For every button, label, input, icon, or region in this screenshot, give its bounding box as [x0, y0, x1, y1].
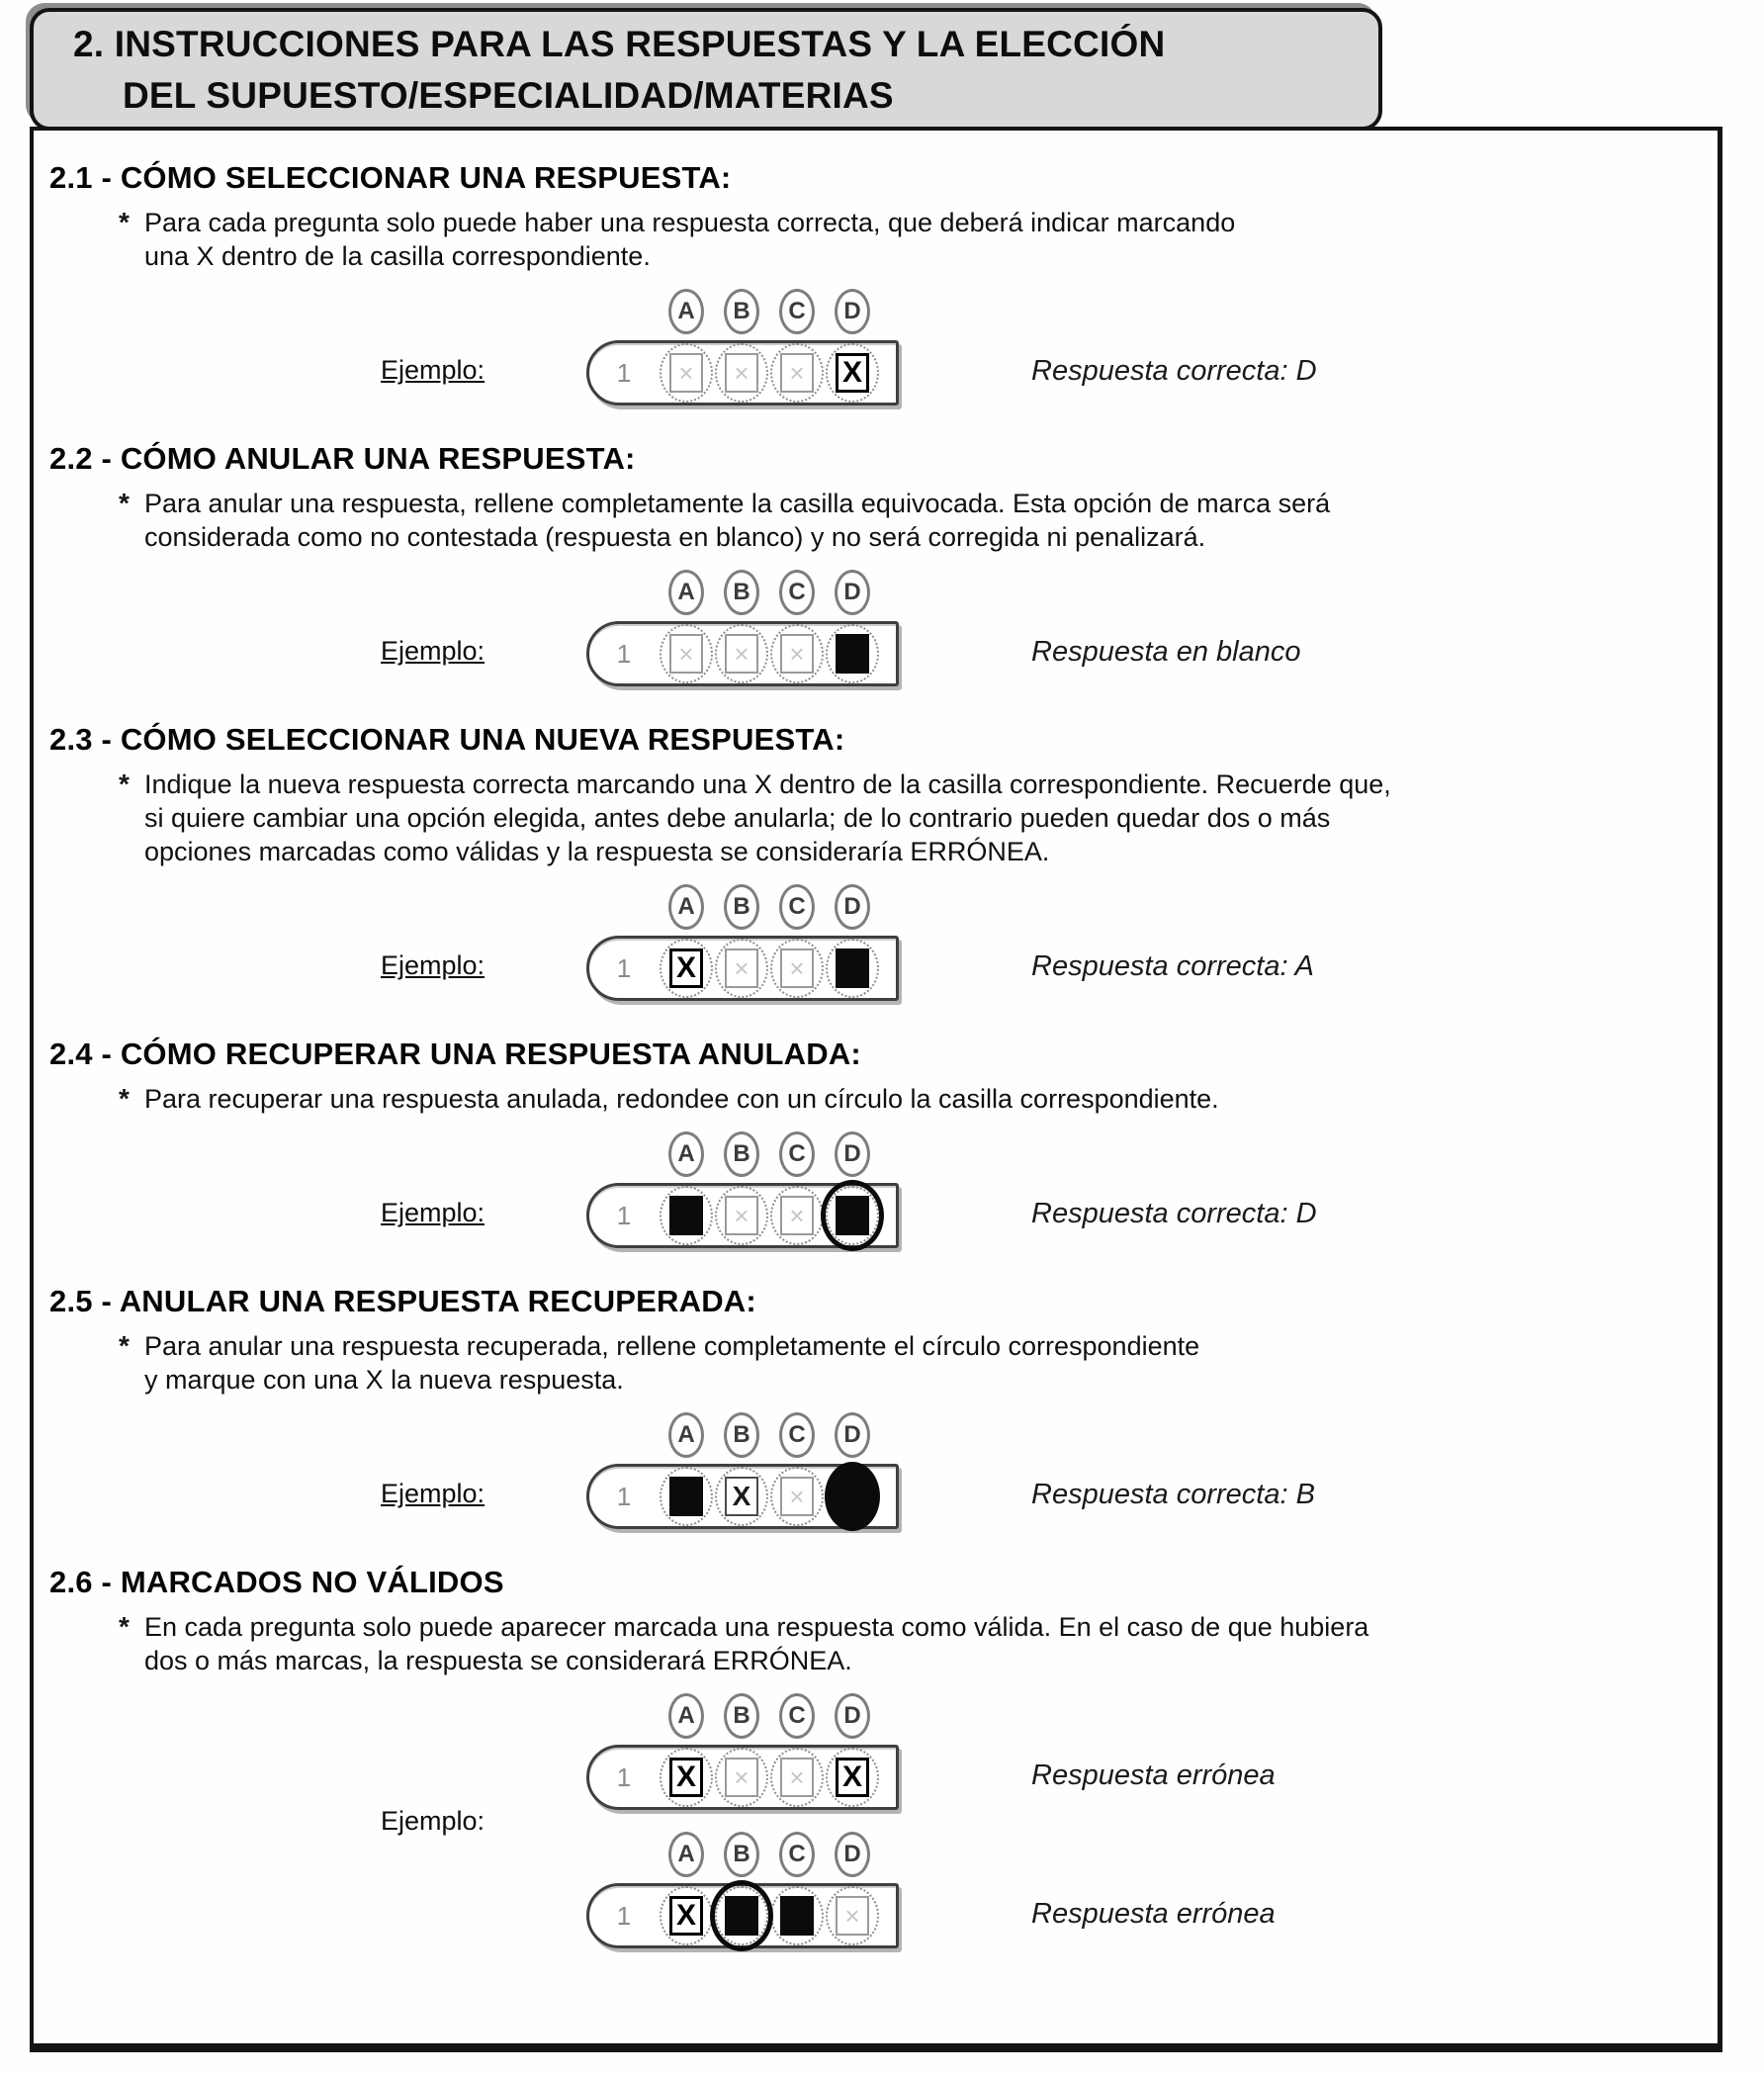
option-letter-slot: [825, 570, 880, 615]
answer-strip: [586, 1464, 899, 1529]
answer-square: ×: [725, 1758, 758, 1797]
option-letter: C: [779, 289, 815, 334]
option-letter-slot: [659, 884, 714, 930]
option-letter-slot: [659, 570, 714, 615]
answer-square: ×: [669, 634, 703, 674]
answer-cell-x: [659, 1886, 714, 1945]
option-letter: A: [668, 1693, 704, 1739]
example-block: [381, 289, 1718, 406]
answer-square: X: [669, 948, 703, 988]
question-number: 1: [616, 1761, 632, 1792]
answer-cells: [659, 939, 880, 998]
answer-cell-empty: [825, 1886, 880, 1945]
option-letters-row: [659, 1693, 899, 1739]
option-letter: B: [724, 1832, 759, 1877]
question-number: 1: [616, 1200, 632, 1230]
answer-cell-empty: [769, 939, 825, 998]
option-letter: B: [724, 570, 759, 615]
bullet-lines: [144, 206, 1235, 273]
answer-cells: [659, 343, 880, 403]
option-letter: C: [779, 570, 815, 615]
answer-square: ×: [725, 634, 758, 674]
option-letter-slot: [769, 1693, 825, 1739]
answer-cell-empty: [659, 624, 714, 683]
answer-square: ×: [780, 1196, 814, 1235]
example-sub-row: [586, 1693, 1276, 1810]
option-letter-slot: [714, 884, 769, 930]
section-2-3: [49, 722, 1718, 1001]
section-heading: 2.1 - CÓMO SELECCIONAR UNA RESPUESTA:: [49, 160, 732, 195]
answer-cell-empty: [769, 343, 825, 403]
answer-cell-x: [659, 1748, 714, 1807]
section-2-2: [49, 441, 1718, 686]
option-letter-slot: [769, 884, 825, 930]
option-letters-row: [659, 1131, 899, 1177]
answer-cells: [659, 1886, 880, 1945]
option-letter-slot: [769, 1832, 825, 1877]
option-letters-row: [659, 570, 899, 615]
bullet-paragraph: [119, 767, 1718, 868]
option-letter-slot: [825, 1412, 880, 1458]
answer-cell-x: [659, 939, 714, 998]
answer-strip: [586, 936, 899, 1001]
bullet-line: Para cada pregunta solo puede haber una respuesta correcta, que deberá indicar marcando: [144, 208, 1236, 237]
option-letter-slot: [825, 1693, 880, 1739]
option-letter-slot: [714, 1693, 769, 1739]
bullet-line: En cada pregunta solo puede aparecer marcada una respuesta como válida. En el caso de que hubiera: [144, 1612, 1369, 1642]
answer-square: [836, 634, 869, 674]
result-text: Respuesta errónea: [1031, 1760, 1276, 1791]
option-letter: D: [835, 1131, 870, 1177]
answer-square: [669, 1196, 703, 1235]
bullet-line: dos o más marcas, la respuesta se considerará ERRÓNEA.: [144, 1646, 852, 1675]
bullet-line: considerada como no contestada (respuesta en blanco) y no será corregida ni penalizará.: [144, 522, 1206, 552]
result-text: Respuesta correcta: B: [1031, 1479, 1315, 1510]
option-letter: D: [835, 884, 870, 930]
question-number: 1: [616, 952, 632, 983]
section-heading: 2.4 - CÓMO RECUPERAR UNA RESPUESTA ANULADA:: [49, 1037, 861, 1071]
option-letter-slot: [659, 289, 714, 334]
option-letter: C: [779, 1693, 815, 1739]
option-letter: C: [779, 1131, 815, 1177]
bubble-group: [586, 570, 899, 686]
bullet-line: Para anular una respuesta, rellene completamente la casilla equivocada. Esta opción de marca será: [144, 489, 1331, 518]
answer-cell-empty: [714, 1748, 769, 1807]
option-letters-row: [659, 1412, 899, 1458]
option-letters-row: [659, 884, 899, 930]
asterisk-bullet-icon: *: [119, 1611, 130, 1642]
answer-square: ×: [669, 353, 703, 393]
answer-cell-empty: [659, 343, 714, 403]
ejemplo-label: Ejemplo:: [381, 1198, 485, 1227]
ejemplo-label: Ejemplo:: [381, 1479, 485, 1508]
filled-circle-mark: [825, 1462, 880, 1531]
answer-cell-filled: [769, 1886, 825, 1945]
bullet-line: Para recuperar una respuesta anulada, redondee con un círculo la casilla correspondiente.: [144, 1084, 1219, 1114]
answer-square: ×: [780, 353, 814, 393]
bubble-group: [586, 1832, 899, 1948]
option-letter-slot: [659, 1131, 714, 1177]
answer-cell-empty: [714, 939, 769, 998]
answer-cells: [659, 1186, 880, 1245]
bubble-group: [586, 1131, 899, 1248]
page-title-line1: 2. INSTRUCCIONES PARA LAS RESPUESTAS Y LA ELECCIÓN: [73, 24, 1166, 64]
bullet-lines: [144, 487, 1330, 554]
bullet-lines: [144, 767, 1391, 868]
ejemplo-label: Ejemplo:: [381, 950, 485, 980]
option-letter-slot: [769, 289, 825, 334]
page-title-line2: DEL SUPUESTO/ESPECIALIDAD/MATERIAS: [123, 75, 894, 116]
bullet-line: y marque con una X la nueva respuesta.: [144, 1365, 624, 1395]
answer-cell-empty: [714, 1186, 769, 1245]
answer-cell-empty: [769, 1467, 825, 1526]
section-heading: 2.6 - MARCADOS NO VÁLIDOS: [49, 1565, 504, 1599]
answer-cells: [659, 1748, 880, 1807]
answer-cell-x: [825, 343, 880, 403]
option-letter: B: [724, 884, 759, 930]
option-letter: C: [779, 1832, 815, 1877]
option-letter: A: [668, 884, 704, 930]
answer-cell-x-light: [714, 1467, 769, 1526]
bullet-paragraph: [119, 1329, 1718, 1397]
option-letter-slot: [659, 1832, 714, 1877]
bullet-line: Indique la nueva respuesta correcta marcando una X dentro de la casilla correspondiente. Recuerde que,: [144, 769, 1391, 799]
answer-cell-filled: [659, 1467, 714, 1526]
answer-strip: [586, 1745, 899, 1810]
result-text: Respuesta errónea: [1031, 1898, 1276, 1930]
option-letter: D: [835, 289, 870, 334]
asterisk-bullet-icon: *: [119, 768, 130, 799]
content-border: [30, 127, 1722, 2052]
bullet-paragraph: [119, 487, 1718, 554]
answer-square: X: [836, 353, 869, 393]
answer-cell-filled-circled: [714, 1886, 769, 1945]
answer-cell-filled-circle: [825, 1467, 880, 1526]
answer-square: X: [725, 1477, 758, 1516]
example-block: [381, 1412, 1718, 1529]
answer-cell-empty: [714, 343, 769, 403]
question-number: 1: [616, 638, 632, 669]
asterisk-bullet-icon: *: [119, 1330, 130, 1361]
option-letter-slot: [714, 1832, 769, 1877]
answer-strip: [586, 1183, 899, 1248]
example-block: [381, 570, 1718, 686]
option-letter-slot: [714, 1131, 769, 1177]
section-2-1: [49, 160, 1718, 406]
example-sub-row: [586, 1832, 1276, 1948]
section-heading: 2.5 - ANULAR UNA RESPUESTA RECUPERADA:: [49, 1284, 756, 1318]
bullet-line: si quiere cambiar una opción elegida, antes debe anularla; de lo contrario pueden quedar dos o más: [144, 803, 1331, 833]
option-letter-slot: [659, 1412, 714, 1458]
answer-square: X: [669, 1896, 703, 1936]
answer-cell-filled: [825, 939, 880, 998]
option-letters-row: [659, 289, 899, 334]
option-letter: C: [779, 1412, 815, 1458]
option-letter: A: [668, 570, 704, 615]
result-text: Respuesta correcta: A: [1031, 950, 1314, 982]
recover-circle: [710, 1880, 773, 1951]
answer-cell-filled-circled: [825, 1186, 880, 1245]
option-letter: A: [668, 1832, 704, 1877]
answer-square: ×: [836, 1896, 869, 1936]
answer-cells: [659, 1467, 880, 1526]
answer-cell-filled: [659, 1186, 714, 1245]
bullet-line: opciones marcadas como válidas y la respuesta se consideraría ERRÓNEA.: [144, 837, 1050, 866]
bullet-paragraph: [119, 206, 1718, 273]
answer-square: [669, 1477, 703, 1516]
asterisk-bullet-icon: *: [119, 488, 130, 518]
asterisk-bullet-icon: *: [119, 1083, 130, 1114]
answer-cell-empty: [769, 624, 825, 683]
option-letter-slot: [825, 289, 880, 334]
example-block-double: [381, 1693, 1718, 1948]
answer-square: ×: [780, 948, 814, 988]
option-letter: D: [835, 570, 870, 615]
bullet-lines: [144, 1082, 1219, 1116]
answer-cell-x: [825, 1748, 880, 1807]
bubble-group: [586, 289, 899, 406]
ejemplo-label: Ejemplo:: [381, 636, 485, 666]
bubble-group: [586, 884, 899, 1001]
option-letter: A: [668, 289, 704, 334]
answer-square: ×: [725, 948, 758, 988]
title-box: [30, 8, 1382, 131]
answer-square: ×: [725, 1196, 758, 1235]
option-letters-row: [659, 1832, 899, 1877]
bubble-group: [586, 1412, 899, 1529]
option-letter-slot: [714, 1412, 769, 1458]
bullet-lines: [144, 1329, 1199, 1397]
answer-square: ×: [780, 1477, 814, 1516]
bullet-lines: [144, 1610, 1368, 1677]
option-letter-slot: [769, 1131, 825, 1177]
ejemplo-label: Ejemplo:: [381, 355, 485, 385]
example-block: [381, 884, 1718, 1001]
recover-circle: [821, 1180, 884, 1251]
bullet-line: una X dentro de la casilla correspondiente.: [144, 241, 651, 271]
answer-square: X: [669, 1758, 703, 1797]
example-stack: [586, 1693, 1276, 1948]
section-heading: 2.2 - CÓMO ANULAR UNA RESPUESTA:: [49, 441, 636, 476]
option-letter-slot: [825, 1131, 880, 1177]
answer-cells: [659, 624, 880, 683]
section-2-6: [49, 1565, 1718, 1948]
option-letter-slot: [825, 1832, 880, 1877]
option-letter: D: [835, 1832, 870, 1877]
option-letter-slot: [769, 570, 825, 615]
bubble-group: [586, 1693, 899, 1810]
answer-cell-empty: [769, 1748, 825, 1807]
option-letter: C: [779, 884, 815, 930]
option-letter-slot: [714, 289, 769, 334]
section-2-5: [49, 1284, 1718, 1529]
answer-square: ×: [780, 1758, 814, 1797]
bullet-paragraph: [119, 1610, 1718, 1677]
answer-cell-empty: [769, 1186, 825, 1245]
question-number: 1: [616, 1481, 632, 1511]
option-letter: B: [724, 289, 759, 334]
section-2-4: [49, 1037, 1718, 1248]
answer-cell-filled: [825, 624, 880, 683]
option-letter: A: [668, 1131, 704, 1177]
answer-strip: [586, 340, 899, 406]
answer-square: ×: [725, 353, 758, 393]
option-letter-slot: [714, 570, 769, 615]
answer-strip: [586, 1883, 899, 1948]
option-letter-slot: [769, 1412, 825, 1458]
answer-square: X: [836, 1758, 869, 1797]
option-letter: B: [724, 1693, 759, 1739]
result-text: Respuesta correcta: D: [1031, 355, 1317, 387]
question-number: 1: [616, 1900, 632, 1931]
question-number: 1: [616, 357, 632, 388]
answer-square: ×: [780, 634, 814, 674]
bullet-paragraph: [119, 1082, 1718, 1116]
answer-square: [836, 948, 869, 988]
answer-strip: [586, 621, 899, 686]
answer-cell-empty: [714, 624, 769, 683]
bullet-line: Para anular una respuesta recuperada, rellene completamente el círculo correspondiente: [144, 1331, 1200, 1361]
result-text: Respuesta en blanco: [1031, 636, 1301, 668]
answer-square: [780, 1896, 814, 1936]
asterisk-bullet-icon: *: [119, 207, 130, 237]
ejemplo-label: Ejemplo:: [381, 1805, 485, 1836]
option-letter: B: [724, 1131, 759, 1177]
result-text: Respuesta correcta: D: [1031, 1198, 1317, 1229]
option-letter: D: [835, 1412, 870, 1458]
example-block: [381, 1131, 1718, 1248]
option-letter: B: [724, 1412, 759, 1458]
option-letter-slot: [825, 884, 880, 930]
option-letter: A: [668, 1412, 704, 1458]
section-heading: 2.3 - CÓMO SELECCIONAR UNA NUEVA RESPUESTA:: [49, 722, 845, 757]
option-letter-slot: [659, 1693, 714, 1739]
option-letter: D: [835, 1693, 870, 1739]
